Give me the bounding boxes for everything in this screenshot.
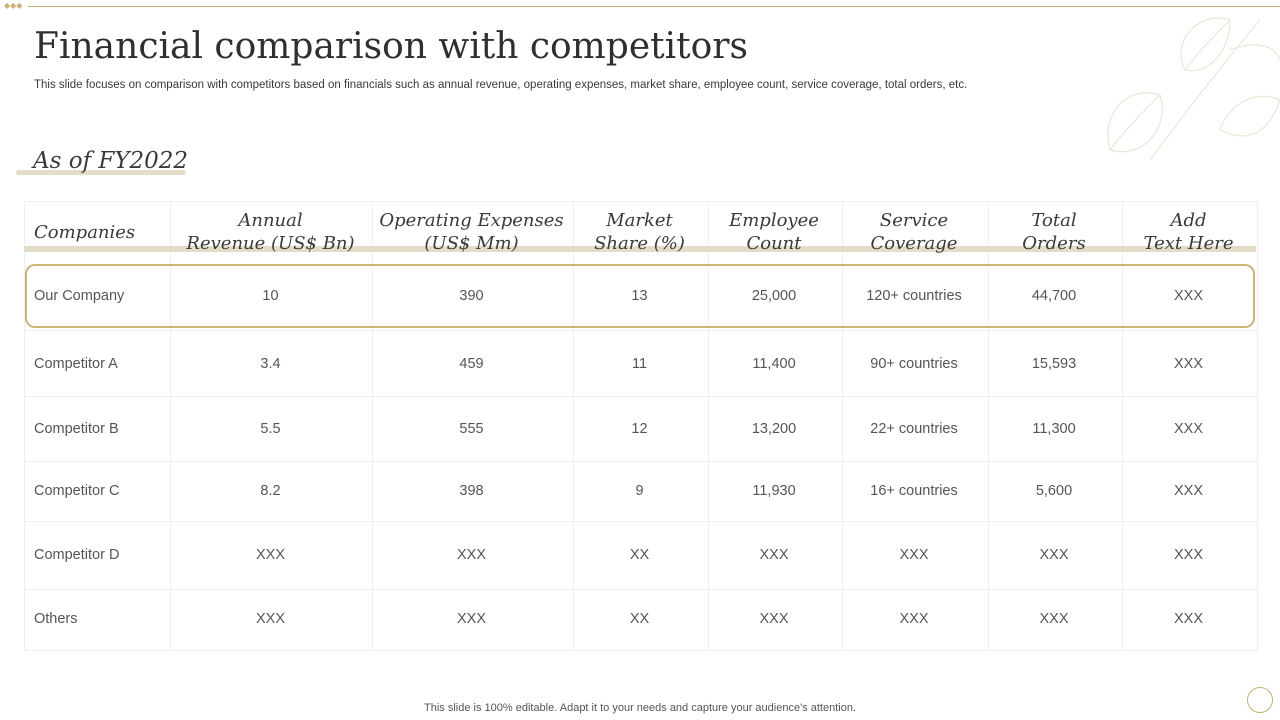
cell-employee-count: 11,400 bbox=[752, 356, 796, 372]
header-service-coverage: Service Coverage bbox=[870, 210, 958, 254]
cell-service-coverage: XXX bbox=[899, 546, 929, 563]
circle-ornament-icon bbox=[1247, 687, 1273, 713]
cell-company: Competitor C bbox=[34, 483, 120, 499]
cell-total-orders: 44,700 bbox=[1031, 288, 1077, 304]
cell-market-share: 13 bbox=[631, 288, 648, 304]
cell-employee-count: 13,200 bbox=[751, 420, 797, 437]
header-employee-count: Employee Count bbox=[729, 210, 819, 254]
cell-service-coverage: 22+ countries bbox=[870, 420, 958, 437]
header-annual-revenue: Annual Revenue (US$ Bn) bbox=[186, 210, 355, 254]
cell-employee-count: XXX bbox=[759, 610, 789, 627]
cell-market-share: 12 bbox=[631, 420, 648, 437]
cell-total-orders: 15,593 bbox=[1031, 356, 1077, 372]
header-total-orders: Total Orders bbox=[1022, 210, 1086, 254]
cell-company: Others bbox=[34, 610, 78, 627]
cell-add-text: XXX bbox=[1173, 420, 1203, 437]
cell-add-text: XXX bbox=[1173, 610, 1203, 627]
cell-market-share: 9 bbox=[635, 483, 644, 499]
cell-add-text: XXX bbox=[1173, 546, 1203, 563]
cell-employee-count: XXX bbox=[759, 546, 789, 563]
cell-add-text: XXX bbox=[1173, 288, 1203, 304]
footer-note: This slide is 100% editable. Adapt it to your needs and capture your audience's attention. bbox=[424, 702, 856, 714]
cell-add-text: XXX bbox=[1173, 483, 1203, 499]
cell-service-coverage: 90+ countries bbox=[870, 356, 958, 372]
page-subtitle: This slide focuses on comparison with competitors based on financials such as annual revenue, operating expenses, market share, employee count, service coverage, total orders, etc. bbox=[34, 79, 968, 91]
page-title: Financial comparison with competitors bbox=[34, 26, 748, 67]
diamond-ornament-icon: ◆◆◆ bbox=[4, 1, 23, 10]
cell-annual-revenue: XXX bbox=[255, 546, 285, 563]
cell-total-orders: XXX bbox=[1039, 546, 1069, 563]
cell-total-orders: 11,300 bbox=[1032, 420, 1076, 437]
cell-operating-expenses: XXX bbox=[456, 610, 486, 627]
cell-employee-count: 11,930 bbox=[752, 483, 796, 499]
header-market-share: Market Share (%) bbox=[594, 210, 685, 254]
cell-operating-expenses: 555 bbox=[459, 420, 484, 437]
cell-total-orders: 5,600 bbox=[1035, 483, 1073, 499]
cell-market-share: XX bbox=[629, 610, 650, 627]
cell-service-coverage: 16+ countries bbox=[870, 483, 958, 499]
cell-operating-expenses: 459 bbox=[459, 356, 484, 372]
cell-service-coverage: XXX bbox=[899, 610, 929, 627]
cell-operating-expenses: XXX bbox=[456, 546, 486, 563]
cell-total-orders: XXX bbox=[1039, 610, 1069, 627]
cell-annual-revenue: 3.4 bbox=[260, 356, 281, 372]
as-of-label: As of FY2022 bbox=[33, 148, 189, 174]
cell-annual-revenue: 8.2 bbox=[260, 483, 281, 499]
cell-market-share: XX bbox=[629, 546, 650, 563]
cell-operating-expenses: 390 bbox=[459, 288, 484, 304]
header-companies: Companies bbox=[34, 221, 136, 243]
cell-add-text: XXX bbox=[1173, 356, 1203, 372]
cell-company: Competitor B bbox=[34, 420, 119, 437]
cell-employee-count: 25,000 bbox=[751, 288, 797, 304]
cell-annual-revenue: XXX bbox=[255, 610, 285, 627]
cell-company: Competitor D bbox=[34, 546, 120, 563]
leaf-decoration-icon bbox=[1090, 0, 1280, 170]
cell-annual-revenue: 5.5 bbox=[260, 420, 281, 437]
header-add-text: Add Text Here bbox=[1143, 210, 1234, 254]
cell-operating-expenses: 398 bbox=[459, 483, 484, 499]
cell-company: Competitor A bbox=[34, 356, 118, 372]
header-operating-expenses: Operating Expenses (US$ Mm) bbox=[379, 210, 564, 254]
cell-service-coverage: 120+ countries bbox=[866, 288, 962, 304]
cell-annual-revenue: 10 bbox=[262, 288, 279, 304]
cell-market-share: 11 bbox=[631, 356, 648, 372]
cell-company: Our Company bbox=[34, 288, 125, 304]
